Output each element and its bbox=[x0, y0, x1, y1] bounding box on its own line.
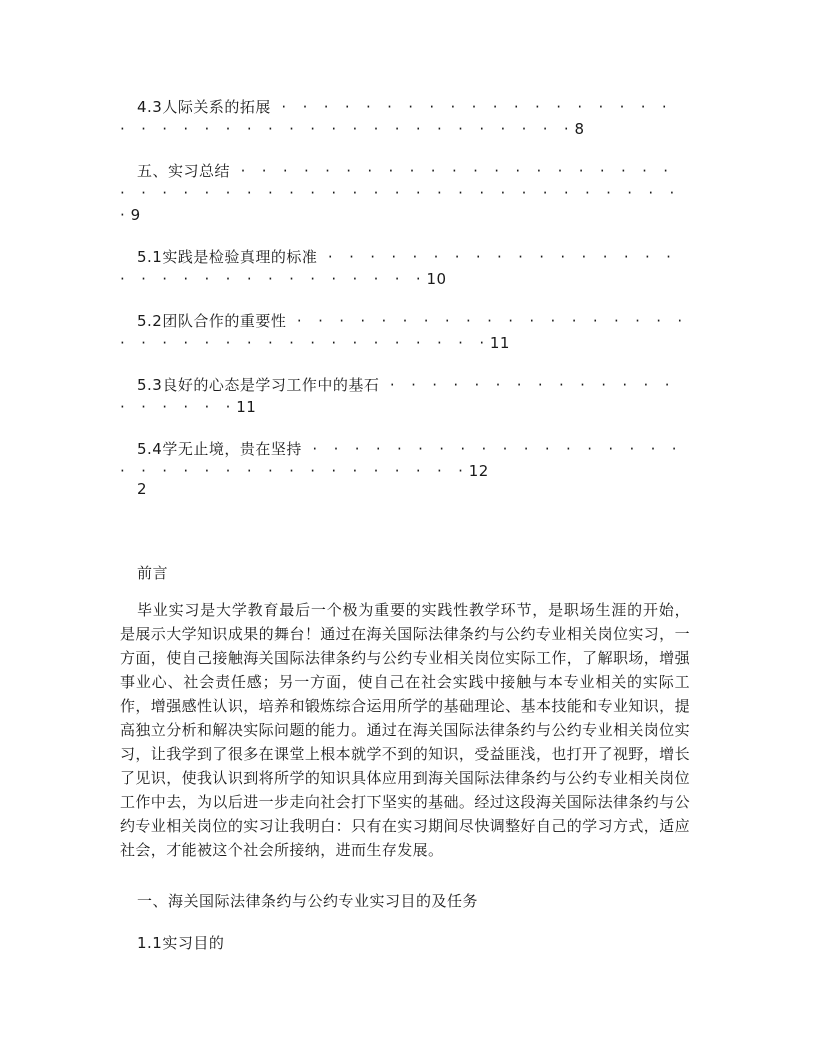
toc-entry-label: 4.3人际关系的拓展 bbox=[137, 98, 271, 116]
subsection-heading: 1.1实习目的 bbox=[137, 934, 225, 952]
toc-leader-dots: · · · · · · · · · · · · · · · · · · · · · · · · · · · · · · · · · · · bbox=[120, 440, 683, 480]
toc-page-number: 9 bbox=[130, 206, 141, 224]
toc-page-number: 11 bbox=[489, 334, 510, 352]
toc-page-number: 12 bbox=[468, 462, 489, 480]
toc-page-number: 11 bbox=[236, 398, 257, 416]
toc-leader-dots: · · · · · · · · · · · · · · · · · · · · · · · · · · · · · · · · bbox=[120, 248, 677, 288]
preface-title: 前言 bbox=[137, 564, 169, 582]
toc-leader-dots: · · · · · · · · · · · · · · · · · · · · · · · · · · · · · · · · · · · · · · · · · · · · · · · · · bbox=[120, 162, 681, 224]
toc-leader-dots: · · · · · · · · · · · · · · · · · · · · bbox=[120, 376, 676, 416]
toc-entry-label: 5.3良好的心态是学习工作中的基石 bbox=[137, 376, 380, 394]
toc-page-number: 8 bbox=[574, 120, 585, 138]
page-number: 2 bbox=[137, 480, 147, 498]
toc-entry-label: 5.4学无止境，贵在坚持 bbox=[137, 440, 302, 458]
toc-leader-dots: · · · · · · · · · · · · · · · · · · · · · · · · · · · · · · · · · · · · · bbox=[120, 312, 688, 352]
toc-entry-5[interactable] bbox=[120, 160, 690, 226]
preface-paragraph: 毕业实习是大学教育最后一个极为重要的实践性教学环节，是职场生涯的开始，是展示大学知识成果的舞台！通过在海关国际法律条约与公约专业相关岗位实习，一方面，使自己接触海关国际法律条约与公约专业相关岗位实际工作，了解职场，增强事业心、社会责任感；另一方面，使自己在社会实践中接触与本专业相关的实际工作，增强感性认识，培养和锻炼综合运用所学的基础理论、基本技能和专业知识，提高独立分析和解决实际问题的能力。通过在海关国际法律条约与公约专业相关岗位实习，让我学到了很多在课堂上根本就学不到的知识，受益匪浅，也打开了视野，增长了见识，使我认识到将所学的知识具体应用到海关国际法律条约与公约专业相关岗位工作中去，为以后进一步走向社会打下坚实的基础。经过这段海关国际法律条约与公约专业相关岗位的实习让我明白：只有在实习期间尽快调整好自己的学习方式，适应社会，才能被这个社会所接纳，进而生存发展。 bbox=[120, 601, 690, 859]
toc-entry-5-1[interactable] bbox=[120, 246, 690, 290]
toc-entry-label: 5.1实践是检验真理的标准 bbox=[137, 248, 318, 266]
toc-entry-5-3[interactable] bbox=[120, 374, 690, 418]
toc-entry-5-2[interactable] bbox=[120, 310, 690, 354]
toc-leader-dots: · · · · · · · · · · · · · · · · · · · · · · · · · · · · · · · · · · · · · · · · · bbox=[120, 98, 673, 138]
table-of-contents bbox=[120, 96, 690, 502]
toc-entry-label: 5.2团队合作的重要性 bbox=[137, 312, 287, 330]
section-heading: 一、海关国际法律条约与公约专业实习目的及任务 bbox=[137, 892, 479, 910]
toc-entry-5-4[interactable] bbox=[120, 438, 690, 482]
toc-entry-4-3[interactable] bbox=[120, 96, 690, 140]
toc-entry-label: 五、实习总结 bbox=[137, 162, 231, 180]
toc-page-number: 10 bbox=[426, 270, 447, 288]
